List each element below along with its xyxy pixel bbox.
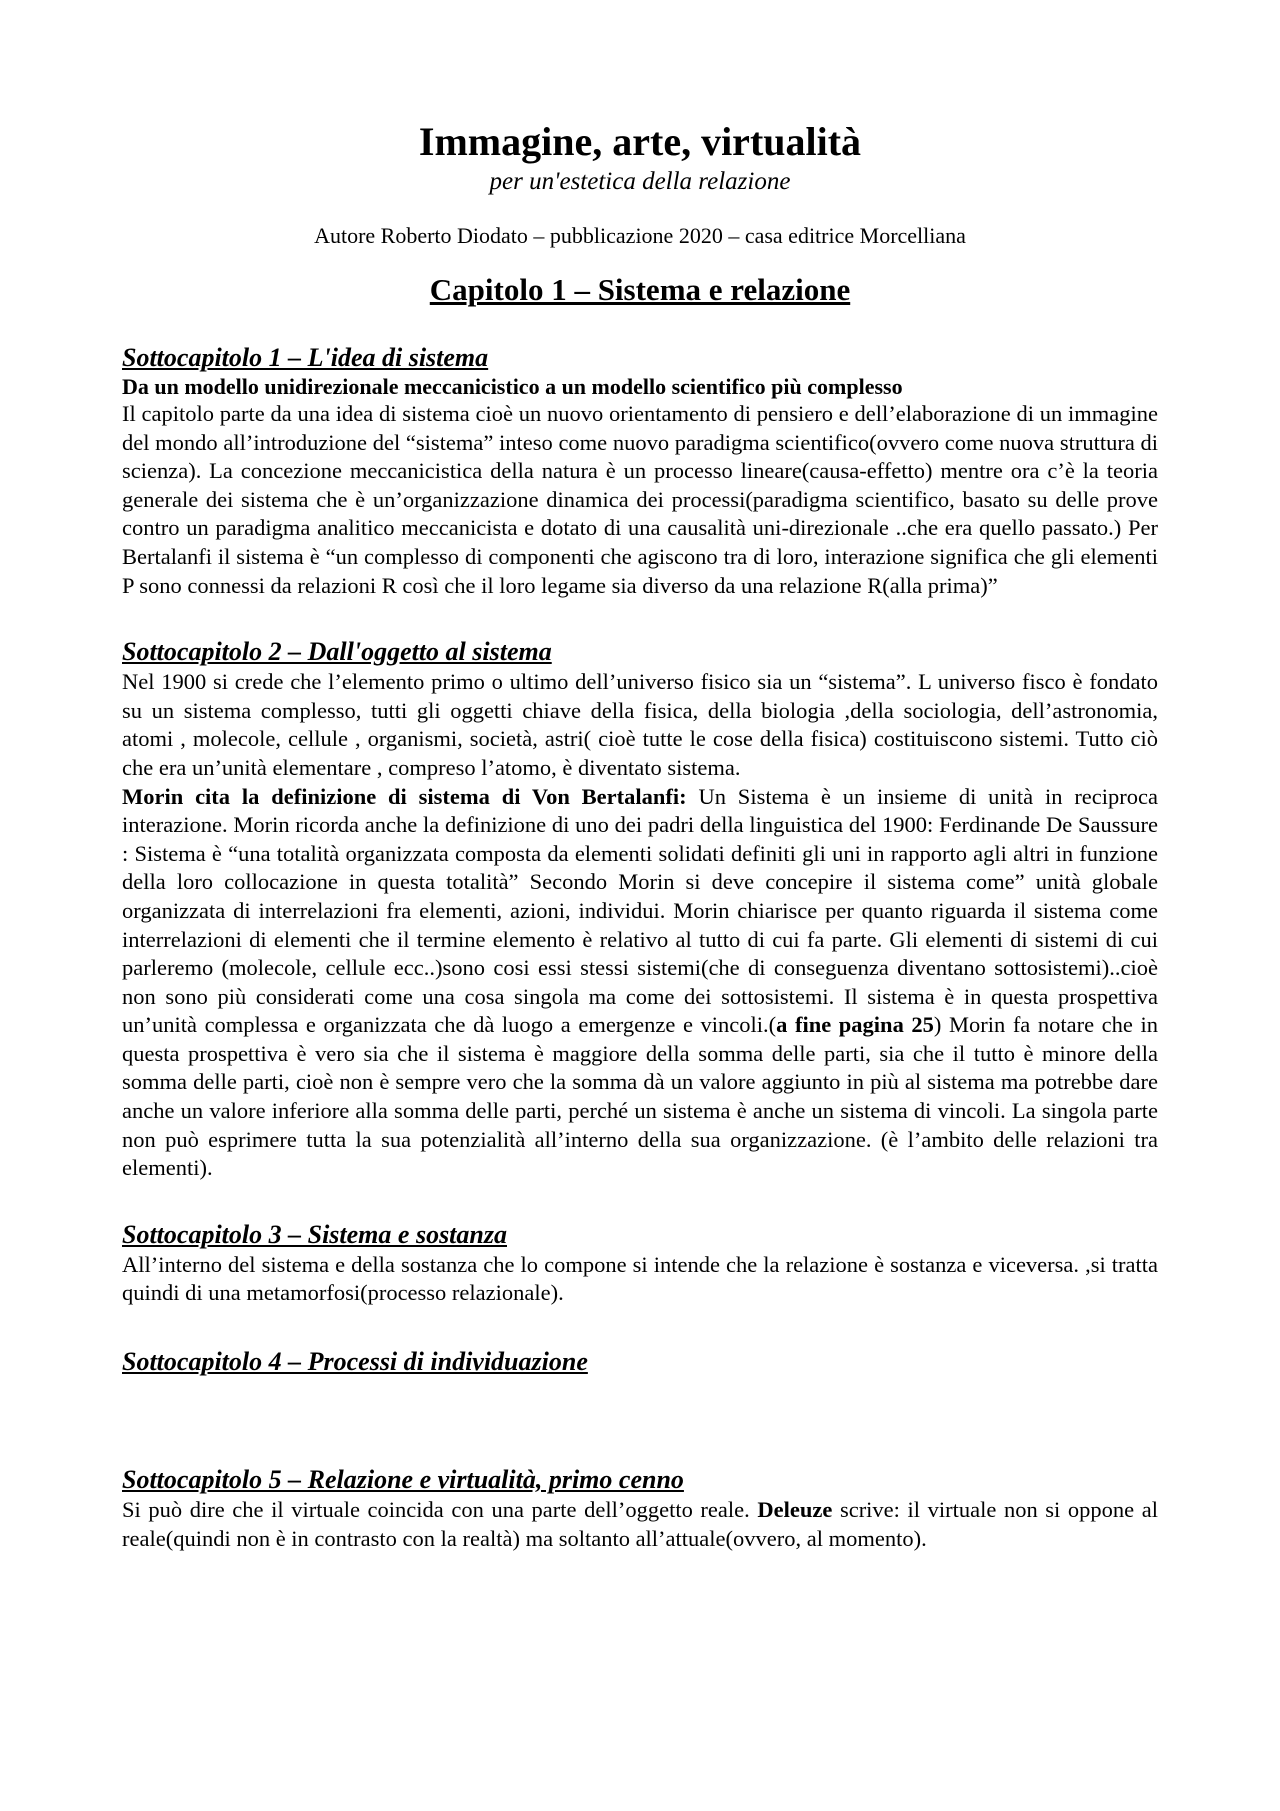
section-body: All’interno del sistema e della sostanza che lo compone si intende che la relazione è sostanza e viceversa. ,si tratta quindi di una metamorfosi(processo relazionale). — [122, 1251, 1158, 1306]
bold-run: Morin cita la definizione di sistema di Von Bertalanfi: — [122, 783, 687, 809]
section-lead: Da un modello unidirezionale meccanicistico a un modello scientifico più complesso — [122, 374, 903, 399]
text-run: scrive: il virtuale non si oppone al reale(quindi non è in contrasto con la realtà) ma soltanto all’attuale(ovvero, al momento). — [122, 1497, 1158, 1551]
section-title: Sottocapitolo 4 – Processi di individuazione — [122, 1347, 588, 1377]
chapter-title: Capitolo 1 – Sistema e relazione — [429, 272, 851, 307]
section-title: Sottocapitolo 2 – Dall'oggetto al sistema — [122, 637, 552, 667]
section-4 — [122, 1346, 1158, 1378]
section-body — [122, 1496, 1158, 1553]
section-body — [122, 783, 1158, 1183]
document-page — [122, 118, 1158, 1553]
section-title: Sottocapitolo 5 – Relazione e virtualità, primo cenno — [122, 1465, 684, 1495]
text-run: Un Sistema è un insieme di unità in reciproca interazione. Morin ricorda anche la definizione di uno dei padri della linguistica del 1900: Ferdinande De Saussure : Sistema è “una totalità organizzata composta da elementi solidati definiti gli uni in rapporto agli altri in funzione della loro collocazione in questa totalità” Secondo Morin si deve concepire il sistema come” unità globale organizzata di interrelazioni fra elementi, azioni, individui. Morin chiarisce per quanto riguarda il sistema come interrelazioni di elementi che il termine elemento è relativo al tutto di cui fa parte. Gli elementi di sistemi di cui parleremo (molecole, cellule ecc..)sono cosi essi stessi sistemi(che di conseguenza diventano sottosistemi)..cioè non sono più considerati come una cosa singola ma come dei sottosistemi. Il sistema è in questa prospettiva un’unità complessa e organizzata che dà luogo a emergenze e vincoli.( — [122, 783, 1158, 1038]
bold-run: Deleuze — [757, 1497, 833, 1523]
section-5 — [122, 1464, 1158, 1553]
text-run: Si può dire che il virtuale coincida con una parte dell’oggetto reale. — [122, 1497, 758, 1523]
section-body: Nel 1900 si crede che l’elemento primo o ultimo dell’universo fisico sia un “sistema”. L universo fisco è fondato su un sistema complesso, tutti gli oggetti chiave della fisica, della biologia ,della sociologia, dell’astronomia, atomi , molecole, cellule , organismi, società, astri( cioè tutte le cose della fisica) costituiscono sistemi. Tutto ciò che era un’unità elementare , compreso l’atomo, è diventato sistema. — [122, 669, 1158, 780]
section-2 — [122, 636, 1158, 1183]
document-title: Immagine, arte, virtualità — [418, 119, 862, 164]
section-1 — [122, 342, 1158, 600]
document-subtitle: per un'estetica della relazione — [489, 168, 791, 195]
section-title: Sottocapitolo 1 – L'idea di sistema — [122, 343, 489, 372]
section-3 — [122, 1219, 1158, 1308]
document-meta: Autore Roberto Diodato – pubblicazione 2020 – casa editrice Morcelliana — [314, 223, 966, 248]
text-run: ) Morin fa notare che in questa prospettiva è vero sia che il sistema è maggiore della somma delle parti, sia che il tutto è minore della somma delle parti, cioè non è sempre vero che la somma dà un valore aggiunto in più al sistema ma potrebbe dare anche un valore inferiore alla somma delle parti, perché un sistema è anche un sistema di vincoli. La singola parte non può esprimere tutta la sua potenzialità all’interno della sua organizzazione. (è l’ambito delle relazioni tra elementi). — [122, 1012, 1158, 1181]
section-body: Il capitolo parte da una idea di sistema cioè un nuovo orientamento di pensiero e dell’elaborazione di un immagine del mondo all’introduzione del “sistema” inteso come nuovo paradigma scientifico(ovvero come nuova struttura di scienza). La concezione meccanicistica della natura è un processo lineare(causa-effetto) mentre ora c’è la teoria generale dei sistema che è un’organizzazione dinamica dei processi(paradigma scientifico, basato su delle prove contro un paradigma analitico meccanicista e dotato di una causalità uni-direzionale ..che era quello passato.) Per Bertalanfi il sistema è “un complesso di componenti che agiscono tra di loro, interazione significa che gli elementi P sono connessi da relazioni R così che il loro legame sia diverso da una relazione R(alla prima)” — [122, 401, 1158, 598]
bold-run: a fine pagina 25 — [776, 1012, 934, 1038]
section-title: Sottocapitolo 3 – Sistema e sostanza — [122, 1219, 507, 1249]
